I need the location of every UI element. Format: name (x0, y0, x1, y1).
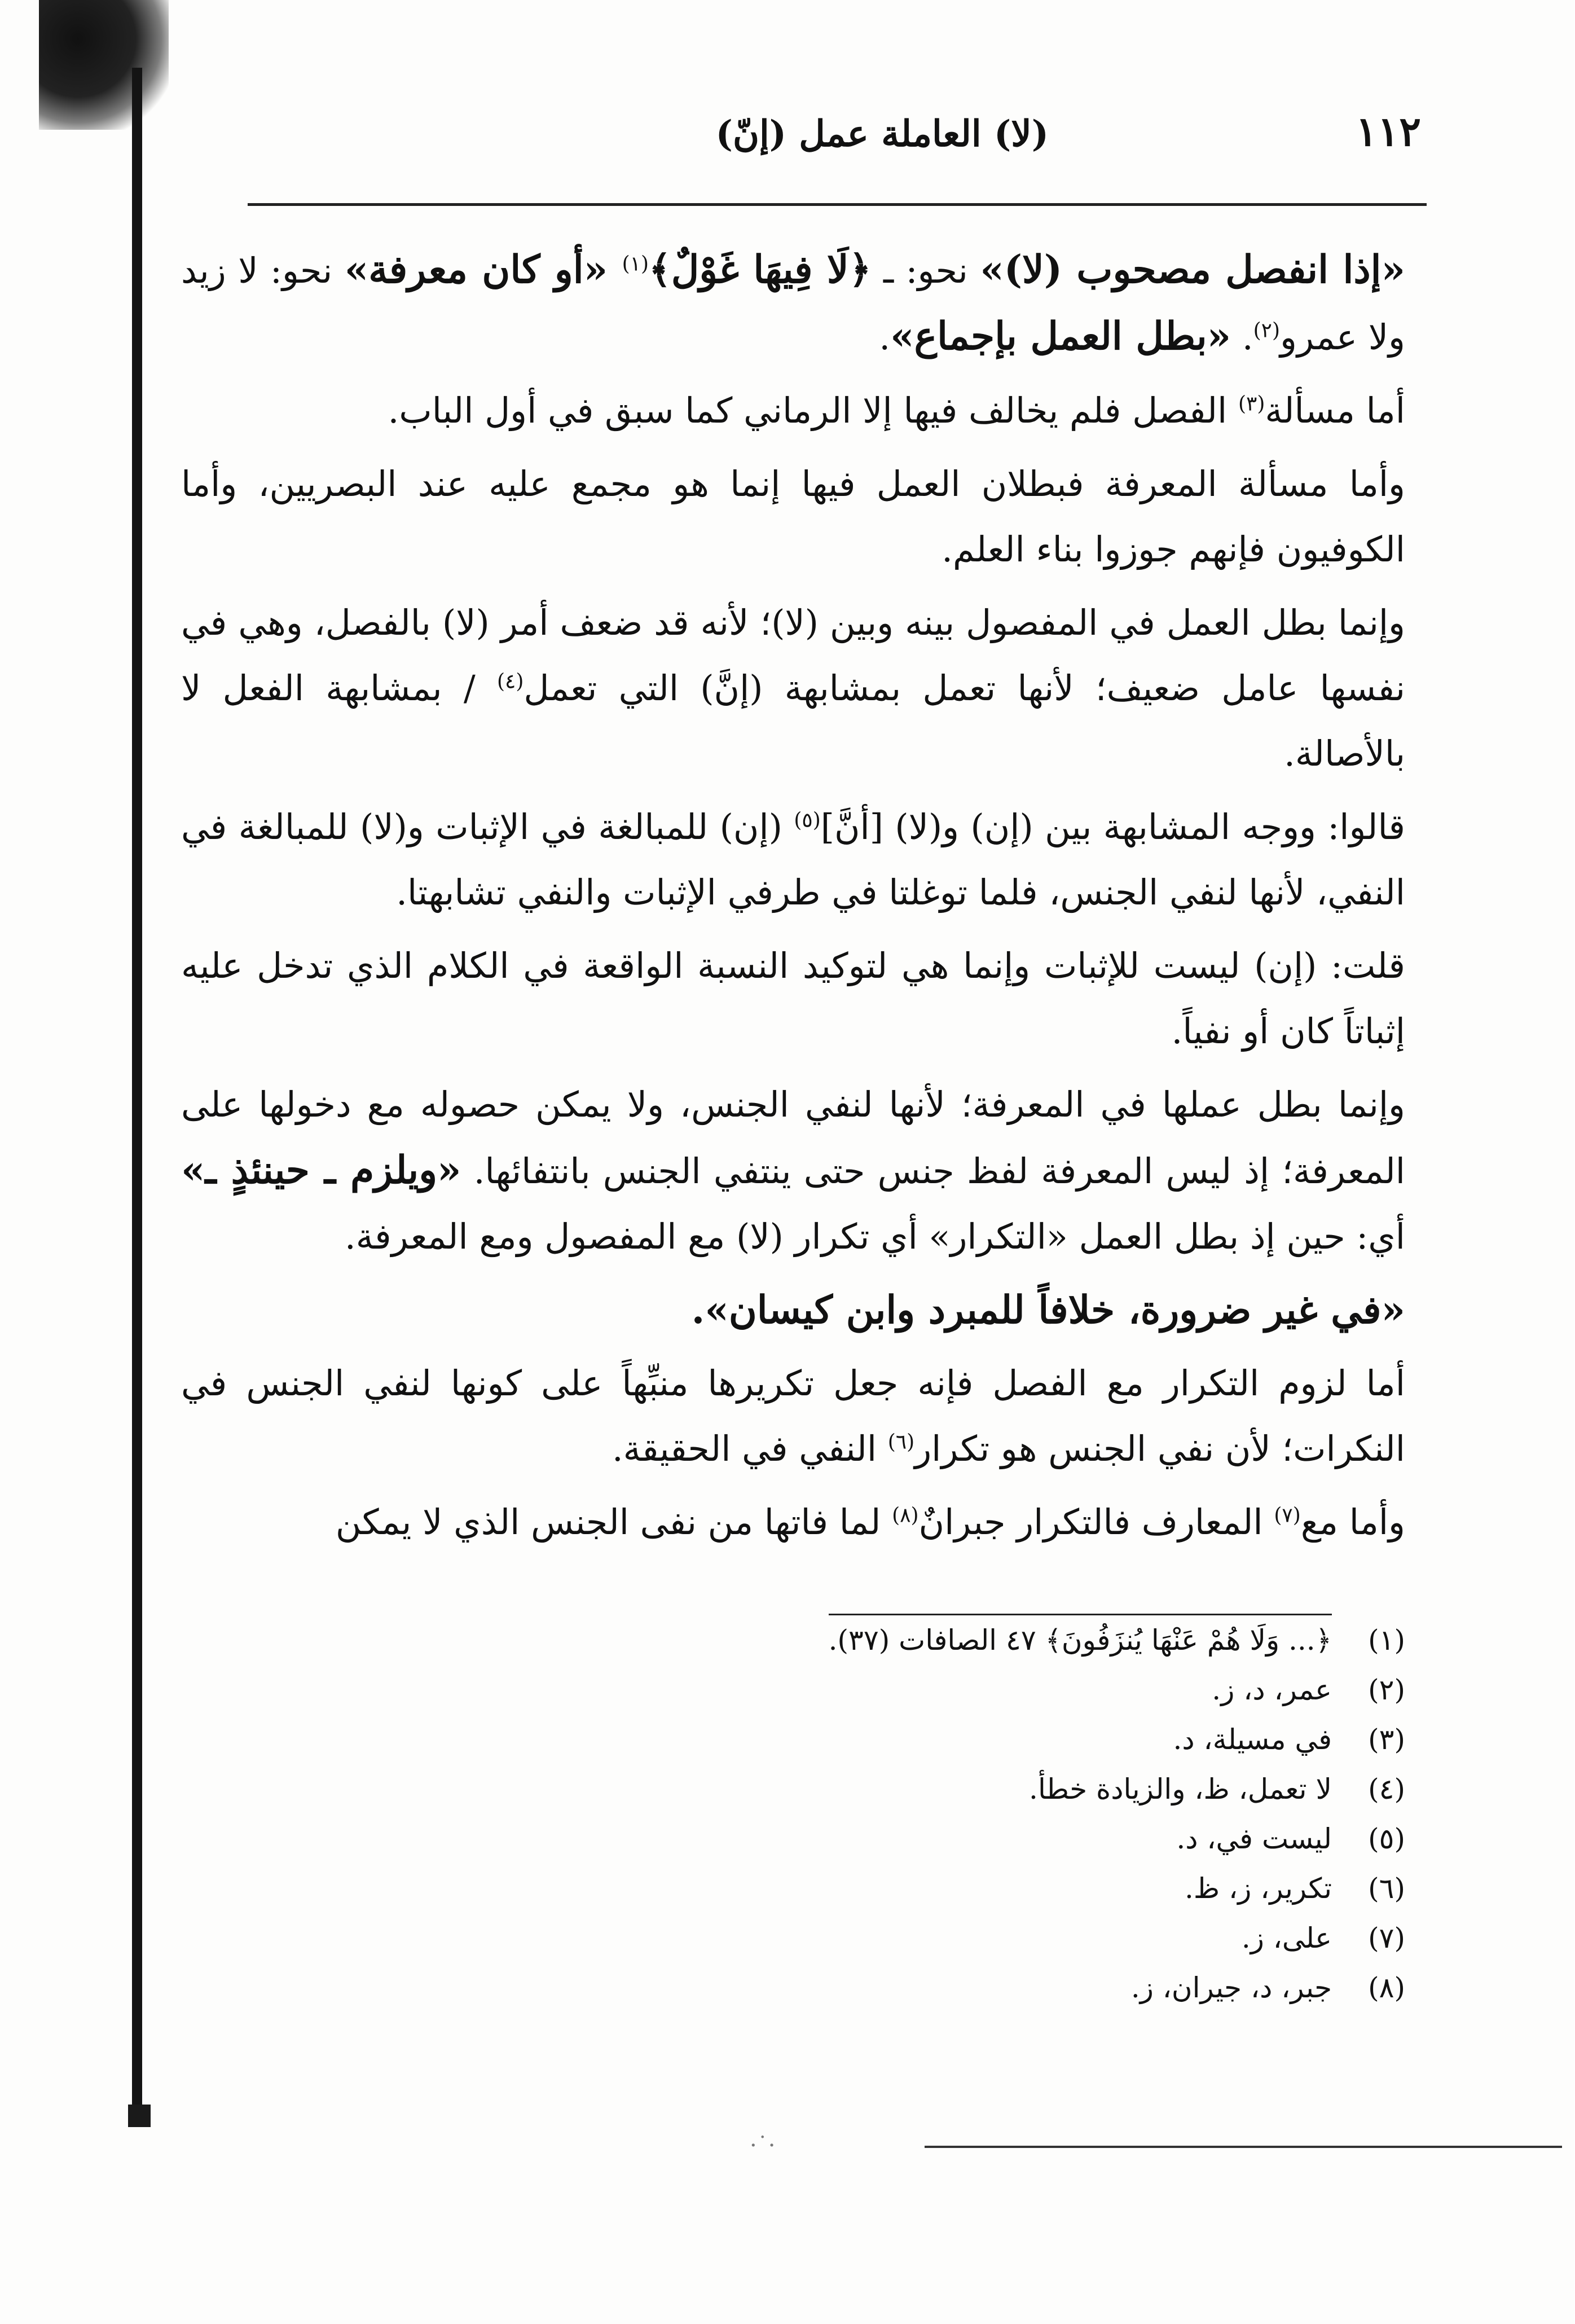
bottom-edge-rule (925, 2146, 1563, 2148)
footnote-ref: (٧) (1274, 1504, 1301, 1527)
footnote (278, 1963, 1406, 2013)
paragraph-10 (182, 1490, 1406, 1555)
scan-specks: ·˙· (750, 2133, 776, 2159)
footnote-number: (٨) (1369, 1971, 1406, 2004)
footnote-number: (٧) (1369, 1922, 1406, 1954)
text-run: / بمشابهة الفعل لا بالأصالة. (182, 667, 1406, 774)
footnote-text: جبر، د، جيران، ز. (1131, 1971, 1332, 2004)
footnote-text: عمر، د، ز. (1212, 1673, 1332, 1706)
paragraph-8-matn: «في غير ضرورة، خلافاً للمبرد وابن كيسان». (692, 1288, 1406, 1333)
footnote (278, 1764, 1406, 1814)
text-run: . (1231, 317, 1254, 358)
footnote (278, 1864, 1406, 1913)
paragraph-3: وأما مسألة المعرفة فبطلان العمل فيها إنما هو مجمع عليه عند البصريين، وأما الكوفيون فإنهم جوزوا بناء العلم. (182, 463, 1406, 570)
paragraph-5 (182, 794, 1406, 925)
footnote-number: (٥) (1369, 1822, 1406, 1855)
footnote-number: (٣) (1369, 1723, 1406, 1756)
text-run: النفي في الحقيقة. (612, 1428, 888, 1469)
text-run: المعارف فالتكرار جبرانٌ (919, 1501, 1275, 1543)
footnote-ref: (١) (622, 252, 649, 276)
text-run: (إن) للمبالغة في الإثبات و(لا) للمبالغة في النفي، لأنها لنفي الجنس، فلما توغلتا في طرفي الإثبات والنفي تشابهتا. (182, 806, 1406, 913)
text-run: الفصل فلم يخالف فيها إلا الرماني كما سبق في أول الباب. (388, 390, 1239, 431)
paragraph-4 (182, 590, 1406, 787)
footnote-number: (١) (1369, 1624, 1406, 1657)
matn-quote: «إذا انفصل مصحوب (لا)» (980, 247, 1406, 292)
text-run: . (879, 317, 891, 358)
binding-edge-foot (129, 2105, 151, 2127)
footnote (278, 1814, 1406, 1864)
footnote-ref: (٣) (1238, 392, 1266, 416)
text-run: قالوا: ووجه المشابهة بين (إن) و(لا) [أنَّ] (821, 806, 1406, 847)
scan-shadow (39, 0, 169, 130)
footnote-ref: (٥) (794, 809, 821, 832)
text-run: وإنما بطل العمل في المفصول بينه وبين (لا)؛ لأنه قد ضعف أمر (لا) بالفصل، وهي في نفسها عامل ضعيف؛ لأنها تعمل بمشابهة (إنَّ) التي تعمل (182, 602, 1406, 709)
footnotes (278, 1614, 1406, 2013)
page-number: ١١٢ (1356, 107, 1422, 155)
text-run: أما لزوم التكرار مع الفصل فإنه جعل تكريرها منبِّهاً على كونها لنفي الجنس في النكرات؛ لأن نفي الجنس هو تكرار (182, 1363, 1406, 1469)
quran-verse: ﴿لَا فِيهَا غَوْلٌ﴾ (649, 247, 872, 292)
footnote-ref: (٨) (892, 1504, 920, 1527)
footnote-ref: (٢) (1253, 319, 1281, 342)
footnote (278, 1715, 1406, 1764)
text-run: وأما مع (1301, 1501, 1406, 1543)
footnote-text: في مسيلة، د. (1173, 1723, 1332, 1756)
footnote-text: على، ز. (1242, 1922, 1332, 1954)
footnote-number: (٦) (1369, 1872, 1406, 1905)
footnote-number: (٤) (1369, 1773, 1406, 1805)
footnote-text: لا تعمل، ظ، والزيادة خطأ. (1030, 1773, 1332, 1805)
paragraph-2 (182, 378, 1406, 443)
main-text (182, 237, 1406, 1563)
paragraph-1 (182, 237, 1406, 370)
footnote (278, 1913, 1406, 1963)
running-title: (لا) العاملة عمل (إنّ) (716, 113, 1049, 155)
matn-quote: «ويلزم ـ حينئذٍ ـ» (182, 1148, 462, 1193)
paragraph-4-wrap (182, 590, 1406, 787)
footnote (278, 1614, 1406, 1665)
text-run: نحو: ـ (872, 250, 981, 291)
footnote-number: (٢) (1369, 1673, 1406, 1706)
footnote-ref: (٤) (497, 670, 525, 693)
footnote-text: ليست في، د. (1177, 1822, 1332, 1855)
text-run: وإنما بطل عملها في المعرفة؛ لأنها لنفي الجنس، ولا يمكن حصوله مع دخولها على المعرفة؛ إذ ليس المعرفة لفظ جنس حتى ينتفي الجنس بانتفائها. (182, 1084, 1406, 1192)
footnote-text: تكرير، ز، ظ. (1185, 1872, 1332, 1905)
paragraph-9 (182, 1351, 1406, 1482)
matn-quote: «أو كان معرفة» (345, 247, 623, 292)
matn-quote: «بطل العمل بإجماع» (891, 314, 1232, 359)
text-run: أي: حين إذ بطل العمل «التكرار» أي تكرار (لا) مع المفصول ومع المعرفة. (345, 1216, 1406, 1257)
footnote-ref: (٦) (888, 1430, 916, 1454)
paragraph-6: قلت: (إن) ليست للإثبات وإنما هي لتوكيد النسبة الواقعة في الكلام الذي تدخل عليه إثباتاً كان أو نفياً. (182, 945, 1406, 1052)
text-run: أما مسألة (1265, 390, 1406, 431)
page-header (248, 90, 1422, 169)
paragraph-7 (182, 1072, 1406, 1269)
footnote (278, 1665, 1406, 1715)
binding-edge (133, 68, 143, 2121)
footnote-text: ﴿... وَلَا هُمْ عَنْهَا يُنزَفُونَ﴾ ٤٧ الصافات (٣٧). (829, 1614, 1332, 1665)
header-divider (248, 203, 1427, 206)
text-run: نحو: لا زيد ولا عمرو (182, 250, 1406, 358)
text-run: لما فاتها من نفى الجنس الذي لا يمكن (336, 1501, 893, 1543)
